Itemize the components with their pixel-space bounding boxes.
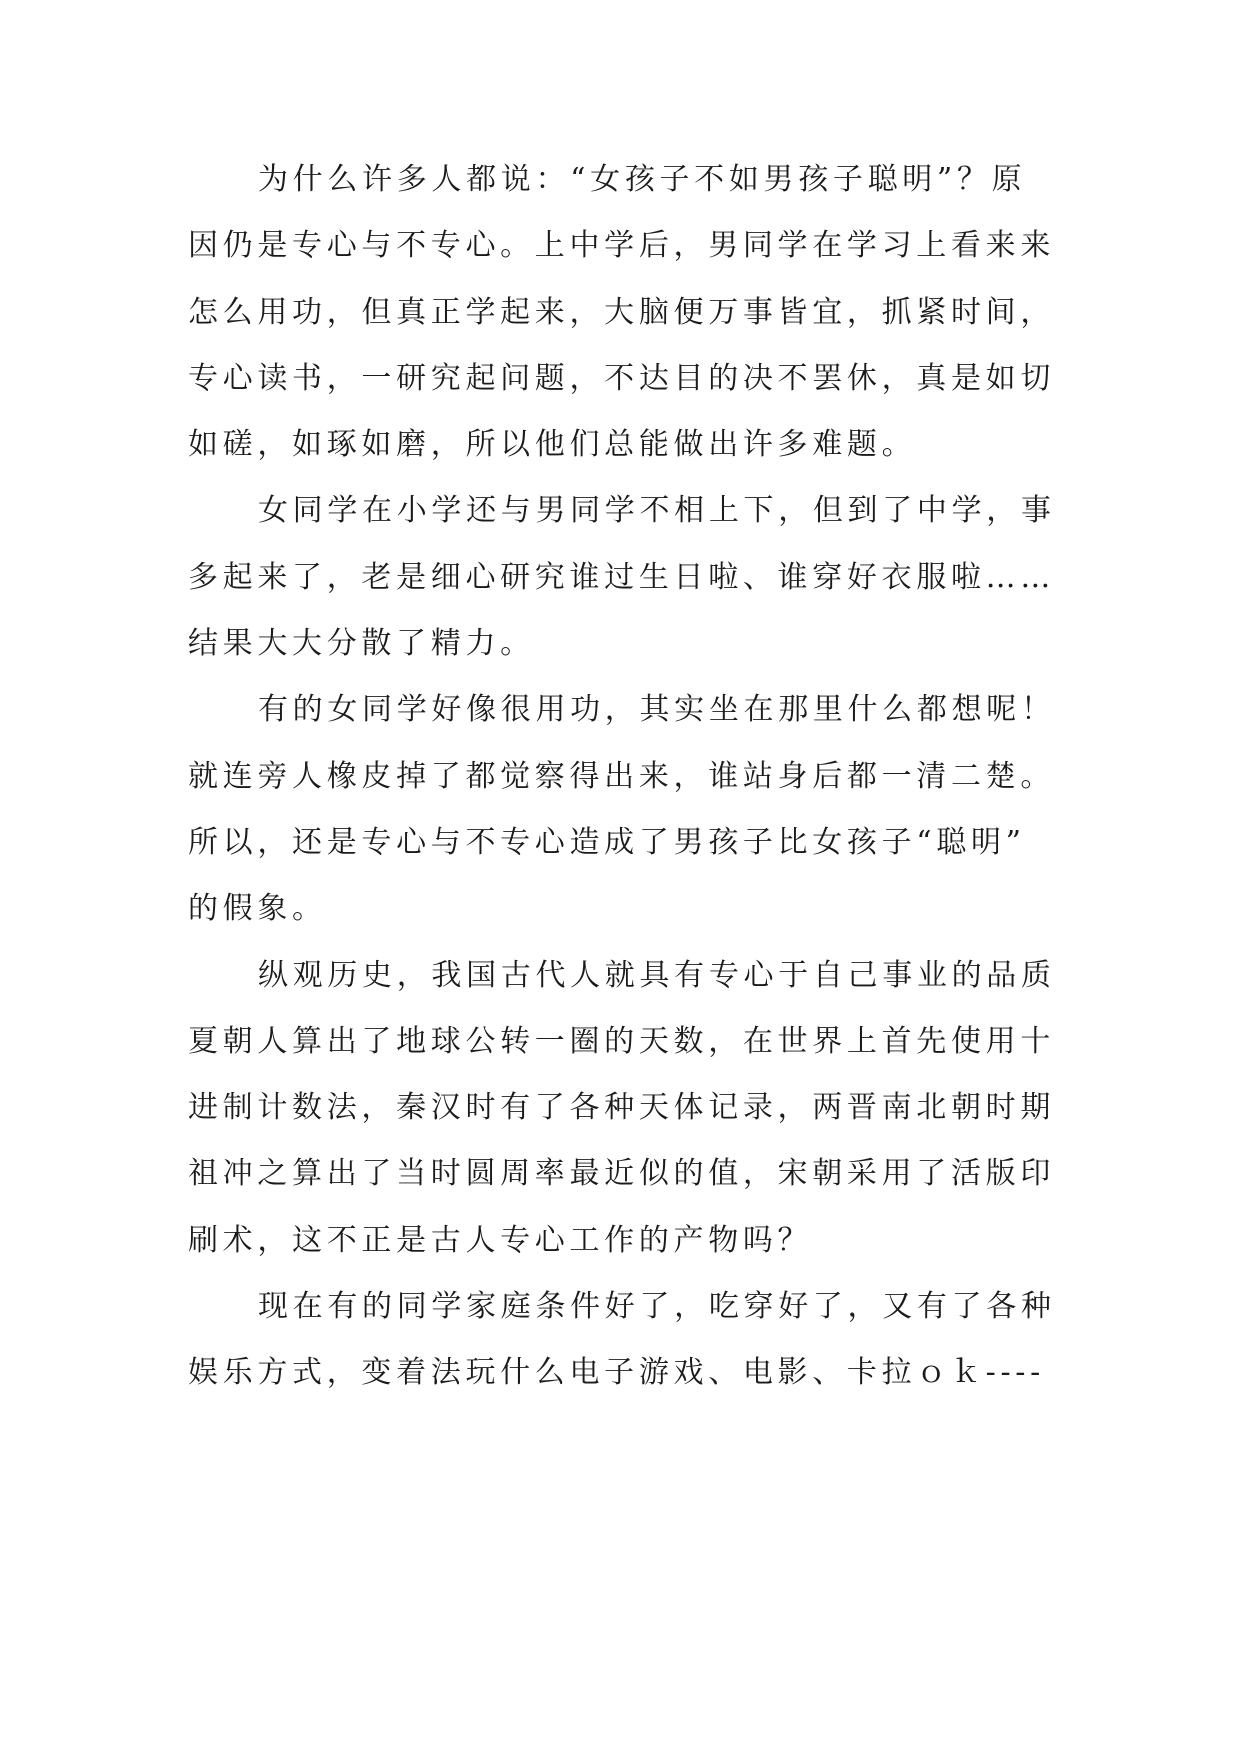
text-line: 祖冲之算出了当时圆周率最近似的值，宋朝采用了活版印 xyxy=(188,1156,1055,1192)
text-line: 的假象。 xyxy=(188,891,327,927)
paragraph-1 xyxy=(188,147,1088,478)
text-line: 结果大大分散了精力。 xyxy=(188,626,535,662)
document-body xyxy=(188,147,1088,1407)
text-line: 如磋，如琢如磨，所以他们总能做出许多难题。 xyxy=(188,427,917,463)
text-line: 纵观历史，我国古代人就具有专心于自己事业的品质 xyxy=(258,957,1056,993)
text-line: 怎么用功，但真正学起来，大脑便万事皆宜，抓紧时间， xyxy=(188,294,1055,330)
text-line: 夏朝人算出了地球公转一圈的天数，在世界上首先使用十 xyxy=(188,1023,1055,1059)
text-line: 刷术，这不正是古人专心工作的产物吗？ xyxy=(188,1222,813,1258)
text-line: 专心读书，一研究起问题，不达目的决不罢休，真是如切 xyxy=(188,360,1055,396)
paragraph-5 xyxy=(188,1274,1088,1407)
text-line: 为什么许多人都说：“女孩子不如男孩子聪明”？原 xyxy=(258,162,1027,197)
paragraph-4 xyxy=(188,943,1088,1274)
text-line: 娱乐方式，变着法玩什么电子游戏、电影、卡拉ｏｋ---- xyxy=(188,1355,1045,1391)
text-line: 因仍是专心与不专心。上中学后，男同学在学习上看来来 xyxy=(188,228,1055,264)
text-line: 有的女同学好像很用功，其实坐在那里什么都想呢！ xyxy=(258,692,1056,728)
text-line: 女同学在小学还与男同学不相上下，但到了中学，事 xyxy=(258,493,1056,529)
paragraph-3 xyxy=(188,677,1088,942)
text-line: 就连旁人橡皮掉了都觉察得出来，谁站身后都一清二楚。 xyxy=(188,758,1055,794)
text-line: 进制计数法，秦汉时有了各种天体记录，两晋南北朝时期 xyxy=(188,1090,1055,1126)
paragraph-2 xyxy=(188,478,1088,677)
text-line: 现在有的同学家庭条件好了，吃穿好了，又有了各种 xyxy=(258,1289,1056,1325)
text-line: 多起来了，老是细心研究谁过生日啦、谁穿好衣服啦…… xyxy=(188,559,1055,595)
text-line: 所以，还是专心与不专心造成了男孩子比女孩子“聪明” xyxy=(188,824,1026,860)
